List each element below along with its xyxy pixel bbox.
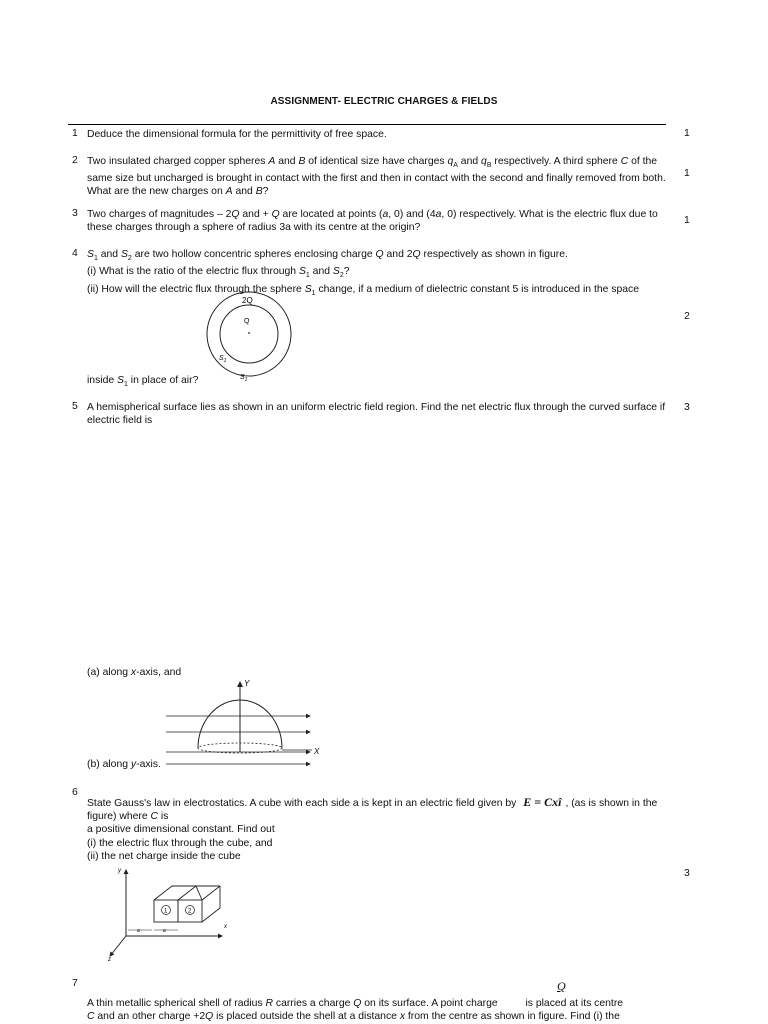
electric-field-formula: E = Cxî	[523, 795, 562, 809]
question-1-marks: 1	[684, 128, 690, 139]
question-5-part-b: (b) along y-axis.	[87, 759, 161, 770]
question-3-number: 3	[72, 208, 78, 219]
inner-sphere-label: $S_1$	[219, 355, 227, 364]
cube-bottom-right-edge	[202, 908, 220, 922]
question-6-text: State Gauss's law in electrostatics. A cube with each side a is kept in an electric field given by E = Cxî , (as is shown in the figure) where C is a positive dimensional constant. Find out (i) the electric flux through the cube, and (ii) the net charge inside the cube	[87, 795, 658, 862]
question-4-text-end: inside $S_1$ in place of air?	[87, 375, 199, 389]
cube-field-figure	[108, 864, 238, 962]
question-2-text: Two insulated charged copper spheres A and B of identical size have charges $q_A$ and $q_B$ respectively. A third sphere C of the same size but uncharged is brought in contact with the first and then in contact with the second and finally removed from both. What are the new charges on A and B?	[87, 156, 666, 198]
dimension-label-1: a	[137, 928, 140, 934]
outer-charge-label: 2Q	[242, 296, 253, 305]
question-6-marks: 3	[684, 868, 690, 879]
page-title: ASSIGNMENT- ELECTRIC CHARGES & FIELDS	[270, 96, 498, 107]
x-axis-label: X	[314, 747, 320, 756]
question-7-number: 7	[72, 978, 78, 989]
question-7-text: A thin metallic spherical shell of radius R carries a charge Q on its surface. A point charge is placed at its centre C and an other charge +2Q is placed outside the shell at a distance x from the centre as shown in figure. Find (i) the	[87, 998, 624, 1023]
question-5-number: 5	[72, 401, 78, 412]
question-1-number: 1	[72, 128, 78, 139]
cube-y-label: y	[118, 868, 121, 874]
concentric-spheres-figure	[200, 290, 310, 386]
title-divider	[68, 124, 666, 125]
dimension-label-2: a	[163, 928, 166, 934]
center-charge-dot	[248, 332, 250, 334]
question-4-text: $S_1$ and $S_2$ are two hollow concentric spheres enclosing charge Q and 2Q respectively as shown in figure. (i) What is the ratio of the electric flux through $S_1$ and $S_2$? (ii) How will the electric flux through the sphere $S_1$ change, if a medium of dielectric constant 5 is introduced in the space	[87, 249, 640, 297]
outer-sphere-label: $S_1$	[240, 374, 248, 383]
hemisphere-field-figure	[160, 676, 330, 770]
cube-top-right-edge	[202, 886, 220, 900]
question-2-marks: 1	[684, 168, 690, 179]
cube-x-label: x	[224, 924, 227, 930]
question-5-text: A hemispherical surface lies as shown in an uniform electric field region. Find the net electric flux through the curved surface if electric field is	[87, 402, 666, 427]
inner-sphere	[220, 305, 278, 363]
cube-z-label: z	[108, 957, 111, 962]
question-4-number: 4	[72, 248, 78, 259]
face-1-label: 1	[164, 908, 168, 915]
question-5-part-a: (a) along x-axis, and	[87, 667, 182, 678]
y-axis-label: Y	[244, 679, 250, 688]
question-3-marks: 1	[684, 215, 690, 226]
question-5-marks: 3	[684, 402, 690, 413]
question-2-number: 2	[72, 155, 78, 166]
question-4-marks: 2	[684, 311, 690, 322]
inner-charge-label: Q	[244, 318, 250, 325]
cube-top-mid-edge	[178, 886, 196, 900]
question-1-text: Deduce the dimensional formula for the permittivity of free space.	[87, 129, 387, 140]
cube-top-edges	[154, 886, 202, 900]
face-2-label: 2	[188, 908, 192, 915]
cube-z-axis	[110, 936, 126, 956]
question-6-number: 6	[72, 787, 78, 798]
fraction-numerator: Q	[557, 979, 566, 993]
question-3-text: Two charges of magnitudes – 2Q and + Q are located at points (a, 0) and (4a, 0) respectively. What is the electric flux due to these charges through a sphere of radius 3a with its centre at the origin?	[87, 209, 658, 234]
